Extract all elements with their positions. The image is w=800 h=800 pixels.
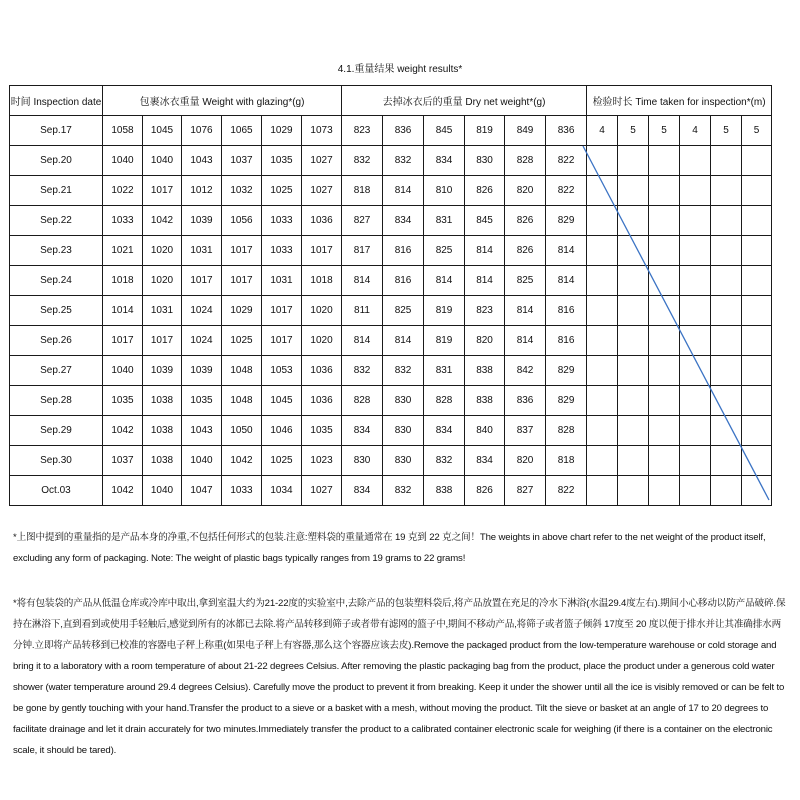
dry-net-weight-header: 去掉冰衣后的重量 Dry net weight*(g) — [342, 86, 587, 116]
empty-time-cell — [711, 206, 742, 236]
empty-time-cell — [680, 266, 711, 296]
net-weight-cell: 820 — [465, 326, 505, 356]
table-body — [10, 116, 772, 506]
empty-time-cell — [649, 386, 680, 416]
empty-time-cell — [618, 416, 649, 446]
glazing-weight-cell: 1031 — [262, 266, 302, 296]
weight-results-table — [9, 85, 772, 506]
net-weight-cell: 826 — [505, 206, 546, 236]
empty-time-cell — [680, 206, 711, 236]
glazing-weight-cell: 1020 — [302, 326, 342, 356]
time-taken-cell: 5 — [742, 116, 772, 146]
empty-time-cell — [711, 266, 742, 296]
glazing-weight-cell: 1073 — [302, 116, 342, 146]
net-weight-cell: 816 — [546, 326, 587, 356]
empty-time-cell — [680, 146, 711, 176]
date-cell: Sep.28 — [10, 386, 103, 416]
glazing-weight-cell: 1024 — [182, 296, 222, 326]
net-weight-cell: 830 — [342, 446, 383, 476]
net-weight-cell: 814 — [342, 326, 383, 356]
net-weight-cell: 819 — [424, 296, 465, 326]
glazing-weight-cell: 1014 — [103, 296, 143, 326]
glazing-weight-cell: 1020 — [143, 266, 182, 296]
net-weight-cell: 819 — [465, 116, 505, 146]
time-taken-cell: 5 — [618, 116, 649, 146]
glazing-weight-cell: 1039 — [182, 206, 222, 236]
glazing-weight-cell: 1076 — [182, 116, 222, 146]
empty-time-cell — [587, 326, 618, 356]
glazing-weight-cell: 1033 — [103, 206, 143, 236]
glazing-weight-cell: 1017 — [143, 326, 182, 356]
empty-time-cell — [680, 476, 711, 506]
empty-time-cell — [618, 206, 649, 236]
empty-time-cell — [711, 326, 742, 356]
glazing-weight-cell: 1065 — [222, 116, 262, 146]
net-weight-cell: 838 — [465, 356, 505, 386]
table-row — [10, 326, 772, 356]
net-weight-cell: 825 — [424, 236, 465, 266]
date-cell: Sep.17 — [10, 116, 103, 146]
weight-note-text: *上图中提到的重量指的是产品本身的净重,不包括任何形式的包装.注意:塑料袋的重量通常在 19 克到 22 克之间！The weights in above chart refer to the net weight of the product itself, excluding any form of packaging. Note: The weight of plastic bags typically ranges from 19 grams to 22 grams! — [13, 532, 766, 564]
net-weight-cell: 832 — [383, 356, 424, 386]
glazing-weight-cell: 1017 — [262, 296, 302, 326]
net-weight-cell: 832 — [383, 146, 424, 176]
empty-time-cell — [649, 296, 680, 326]
net-weight-cell: 817 — [342, 236, 383, 266]
empty-time-cell — [618, 266, 649, 296]
empty-time-cell — [742, 326, 772, 356]
net-weight-cell: 822 — [546, 146, 587, 176]
procedure-note — [13, 593, 789, 761]
glazing-weight-cell: 1038 — [143, 416, 182, 446]
date-cell: Sep.21 — [10, 176, 103, 206]
glazing-weight-cell: 1040 — [143, 146, 182, 176]
glazing-weight-cell: 1033 — [222, 476, 262, 506]
net-weight-cell: 832 — [342, 356, 383, 386]
empty-time-cell — [618, 446, 649, 476]
empty-time-cell — [587, 416, 618, 446]
glazing-weight-cell: 1048 — [222, 356, 262, 386]
glazing-weight-cell: 1035 — [182, 386, 222, 416]
empty-time-cell — [618, 176, 649, 206]
header-row — [10, 86, 772, 116]
date-cell: Sep.23 — [10, 236, 103, 266]
glazing-weight-cell: 1045 — [143, 116, 182, 146]
table-row — [10, 236, 772, 266]
glazing-weight-cell: 1017 — [222, 266, 262, 296]
empty-time-cell — [711, 176, 742, 206]
empty-time-cell — [618, 146, 649, 176]
glazing-weight-cell: 1035 — [302, 416, 342, 446]
net-weight-cell: 814 — [465, 266, 505, 296]
net-weight-cell: 818 — [546, 446, 587, 476]
time-taken-cell: 4 — [587, 116, 618, 146]
net-weight-cell: 816 — [383, 266, 424, 296]
glazing-weight-cell: 1018 — [103, 266, 143, 296]
glazing-weight-cell: 1036 — [302, 386, 342, 416]
table-row — [10, 176, 772, 206]
time-taken-cell: 4 — [680, 116, 711, 146]
procedure-note-text: *将有包装袋的产品从低温仓库或冷库中取出,拿到室温大约为21-22度的实验室中,去除产品的包装塑料袋后,将产品放置在充足的冷水下淋浴(水温29.4度左右).期间小心移动以防产品破碎.保持在淋浴下,直到看到或使用手轻触后,感觉到所有的冰都已去除.将产品转移到筛子或者带有滤网的篮子中,期间不移动产品,将筛子或者篮子倾斜 17度至 20 度以便于排水并让其准确排水两分钟.立即将产品转移到已校准的容器电子秤上称重(如果电子秤上有容器,那么这个容器应该去皮).Remove the packaged product from the low-temperature warehouse or cold storage and bring it to a laboratory with a room temperature of about 21-22 degrees Celsius. After removing the plastic packaging bag from the product, place the product under a generous cold water shower (water temperature around 29.4 degrees Celsius). Carefully move the product to prevent it from breaking. Keep it under the shower until all the ice is visibly removed or can be felt to be gone by gently touching with your hand.Transfer the product to a sieve or a basket with a mesh, without moving the product. Tilt the sieve or basket at an angle of 17 to 20 degrees to facilitate drainage and let it drain accurately for two minutes.Immediately transfer the product to a calibrated container electronic scale for weighing (if there is a container on the electronic scale, it should be tared). — [13, 598, 786, 756]
empty-time-cell — [618, 236, 649, 266]
glazing-weight-cell: 1037 — [222, 146, 262, 176]
empty-time-cell — [742, 386, 772, 416]
net-weight-cell: 828 — [505, 146, 546, 176]
empty-time-cell — [742, 206, 772, 236]
net-weight-cell: 842 — [505, 356, 546, 386]
net-weight-cell: 816 — [383, 236, 424, 266]
net-weight-cell: 829 — [546, 386, 587, 416]
glazing-weight-cell: 1040 — [103, 146, 143, 176]
table-row — [10, 146, 772, 176]
net-weight-cell: 820 — [505, 176, 546, 206]
glazing-weight-cell: 1035 — [262, 146, 302, 176]
glazing-weight-cell: 1025 — [262, 176, 302, 206]
date-cell: Oct.03 — [10, 476, 103, 506]
empty-time-cell — [649, 236, 680, 266]
net-weight-cell: 814 — [546, 236, 587, 266]
empty-time-cell — [649, 326, 680, 356]
time-taken-cell: 5 — [649, 116, 680, 146]
net-weight-cell: 823 — [465, 296, 505, 326]
net-weight-cell: 827 — [342, 206, 383, 236]
glazing-weight-cell: 1042 — [103, 416, 143, 446]
empty-time-cell — [680, 356, 711, 386]
glazing-weight-cell: 1031 — [143, 296, 182, 326]
empty-time-cell — [742, 176, 772, 206]
net-weight-cell: 840 — [465, 416, 505, 446]
date-cell: Sep.25 — [10, 296, 103, 326]
net-weight-cell: 849 — [505, 116, 546, 146]
date-cell: Sep.24 — [10, 266, 103, 296]
net-weight-cell: 834 — [465, 446, 505, 476]
glazing-weight-cell: 1039 — [143, 356, 182, 386]
table-row — [10, 206, 772, 236]
glazing-weight-cell: 1033 — [262, 206, 302, 236]
table-row — [10, 386, 772, 416]
net-weight-cell: 816 — [546, 296, 587, 326]
empty-time-cell — [742, 356, 772, 386]
empty-time-cell — [649, 416, 680, 446]
net-weight-cell: 814 — [465, 236, 505, 266]
glazing-weight-cell: 1043 — [182, 416, 222, 446]
glazing-weight-cell: 1040 — [182, 446, 222, 476]
empty-time-cell — [649, 266, 680, 296]
empty-time-cell — [680, 326, 711, 356]
empty-time-cell — [649, 206, 680, 236]
empty-time-cell — [711, 356, 742, 386]
net-weight-cell: 814 — [424, 266, 465, 296]
empty-time-cell — [618, 476, 649, 506]
glazing-weight-cell: 1042 — [222, 446, 262, 476]
empty-time-cell — [649, 446, 680, 476]
empty-time-cell — [711, 416, 742, 446]
empty-time-cell — [587, 296, 618, 326]
empty-time-cell — [618, 326, 649, 356]
empty-time-cell — [649, 146, 680, 176]
empty-time-cell — [711, 476, 742, 506]
net-weight-cell: 828 — [342, 386, 383, 416]
table-row — [10, 356, 772, 386]
glazing-weight-cell: 1040 — [103, 356, 143, 386]
glazing-weight-cell: 1027 — [302, 176, 342, 206]
net-weight-cell: 827 — [505, 476, 546, 506]
net-weight-cell: 828 — [424, 386, 465, 416]
net-weight-cell: 845 — [424, 116, 465, 146]
table-row — [10, 296, 772, 326]
net-weight-cell: 832 — [383, 476, 424, 506]
glazing-weight-cell: 1020 — [302, 296, 342, 326]
net-weight-cell: 814 — [383, 326, 424, 356]
glazing-weight-cell: 1048 — [222, 386, 262, 416]
weight-with-glazing-header: 包裹冰衣重量 Weight with glazing*(g) — [103, 86, 342, 116]
glazing-weight-cell: 1017 — [222, 236, 262, 266]
empty-time-cell — [587, 146, 618, 176]
glazing-weight-cell: 1027 — [302, 146, 342, 176]
glazing-weight-cell: 1045 — [262, 386, 302, 416]
glazing-weight-cell: 1033 — [262, 236, 302, 266]
net-weight-cell: 829 — [546, 206, 587, 236]
net-weight-cell: 826 — [465, 176, 505, 206]
glazing-weight-cell: 1034 — [262, 476, 302, 506]
glazing-weight-cell: 1029 — [262, 116, 302, 146]
glazing-weight-cell: 1036 — [302, 206, 342, 236]
net-weight-cell: 825 — [505, 266, 546, 296]
empty-time-cell — [711, 296, 742, 326]
empty-time-cell — [742, 446, 772, 476]
empty-time-cell — [587, 176, 618, 206]
empty-time-cell — [680, 386, 711, 416]
net-weight-cell: 845 — [465, 206, 505, 236]
glazing-weight-cell: 1018 — [302, 266, 342, 296]
net-weight-cell: 831 — [424, 356, 465, 386]
glazing-weight-cell: 1017 — [302, 236, 342, 266]
date-cell: Sep.20 — [10, 146, 103, 176]
glazing-weight-cell: 1017 — [143, 176, 182, 206]
glazing-weight-cell: 1023 — [302, 446, 342, 476]
net-weight-cell: 834 — [424, 146, 465, 176]
net-weight-cell: 836 — [505, 386, 546, 416]
net-weight-cell: 838 — [424, 476, 465, 506]
glazing-weight-cell: 1024 — [182, 326, 222, 356]
net-weight-cell: 837 — [505, 416, 546, 446]
net-weight-cell: 814 — [383, 176, 424, 206]
empty-time-cell — [742, 296, 772, 326]
net-weight-cell: 832 — [424, 446, 465, 476]
empty-time-cell — [618, 386, 649, 416]
net-weight-cell: 819 — [424, 326, 465, 356]
glazing-weight-cell: 1031 — [182, 236, 222, 266]
empty-time-cell — [742, 236, 772, 266]
empty-time-cell — [618, 356, 649, 386]
net-weight-cell: 830 — [383, 446, 424, 476]
glazing-weight-cell: 1053 — [262, 356, 302, 386]
net-weight-cell: 822 — [546, 476, 587, 506]
empty-time-cell — [680, 296, 711, 326]
empty-time-cell — [587, 236, 618, 266]
net-weight-cell: 810 — [424, 176, 465, 206]
empty-time-cell — [587, 476, 618, 506]
date-cell: Sep.22 — [10, 206, 103, 236]
glazing-weight-cell: 1025 — [262, 446, 302, 476]
empty-time-cell — [711, 386, 742, 416]
net-weight-cell: 831 — [424, 206, 465, 236]
glazing-weight-cell: 1043 — [182, 146, 222, 176]
glazing-weight-cell: 1047 — [182, 476, 222, 506]
weight-note — [13, 527, 789, 569]
net-weight-cell: 834 — [342, 476, 383, 506]
net-weight-cell: 834 — [342, 416, 383, 446]
glazing-weight-cell: 1017 — [182, 266, 222, 296]
table-row — [10, 416, 772, 446]
glazing-weight-cell: 1042 — [143, 206, 182, 236]
date-cell: Sep.26 — [10, 326, 103, 356]
net-weight-cell: 836 — [383, 116, 424, 146]
net-weight-cell: 830 — [383, 386, 424, 416]
empty-time-cell — [711, 446, 742, 476]
empty-time-cell — [587, 356, 618, 386]
time-taken-header: 检验时长 Time taken for inspection*(m) — [587, 86, 772, 116]
net-weight-cell: 825 — [383, 296, 424, 326]
empty-time-cell — [618, 296, 649, 326]
empty-time-cell — [649, 356, 680, 386]
net-weight-cell: 832 — [342, 146, 383, 176]
net-weight-cell: 811 — [342, 296, 383, 326]
glazing-weight-cell: 1040 — [143, 476, 182, 506]
empty-time-cell — [680, 176, 711, 206]
net-weight-cell: 830 — [383, 416, 424, 446]
table-title: 4.1.重量结果 weight results* — [337, 64, 463, 75]
net-weight-cell: 826 — [465, 476, 505, 506]
inspection-date-header: 时间 Inspection date — [10, 86, 103, 116]
net-weight-cell: 838 — [465, 386, 505, 416]
net-weight-cell: 818 — [342, 176, 383, 206]
table-row — [10, 266, 772, 296]
glazing-weight-cell: 1058 — [103, 116, 143, 146]
net-weight-cell: 830 — [465, 146, 505, 176]
net-weight-cell: 814 — [546, 266, 587, 296]
glazing-weight-cell: 1039 — [182, 356, 222, 386]
empty-time-cell — [711, 236, 742, 266]
table-row — [10, 446, 772, 476]
glazing-weight-cell: 1029 — [222, 296, 262, 326]
glazing-weight-cell: 1050 — [222, 416, 262, 446]
table-row — [10, 116, 772, 146]
date-cell: Sep.30 — [10, 446, 103, 476]
net-weight-cell: 829 — [546, 356, 587, 386]
net-weight-cell: 836 — [546, 116, 587, 146]
net-weight-cell: 814 — [342, 266, 383, 296]
net-weight-cell: 826 — [505, 236, 546, 266]
glazing-weight-cell: 1036 — [302, 356, 342, 386]
empty-time-cell — [680, 236, 711, 266]
empty-time-cell — [680, 416, 711, 446]
glazing-weight-cell: 1037 — [103, 446, 143, 476]
glazing-weight-cell: 1046 — [262, 416, 302, 446]
glazing-weight-cell: 1042 — [103, 476, 143, 506]
net-weight-cell: 834 — [383, 206, 424, 236]
glazing-weight-cell: 1017 — [103, 326, 143, 356]
net-weight-cell: 814 — [505, 326, 546, 356]
glazing-weight-cell: 1056 — [222, 206, 262, 236]
net-weight-cell: 814 — [505, 296, 546, 326]
glazing-weight-cell: 1027 — [302, 476, 342, 506]
date-cell: Sep.29 — [10, 416, 103, 446]
empty-time-cell — [711, 146, 742, 176]
glazing-weight-cell: 1038 — [143, 386, 182, 416]
empty-time-cell — [587, 386, 618, 416]
glazing-weight-cell: 1035 — [103, 386, 143, 416]
empty-time-cell — [742, 266, 772, 296]
net-weight-cell: 822 — [546, 176, 587, 206]
net-weight-cell: 820 — [505, 446, 546, 476]
net-weight-cell: 834 — [424, 416, 465, 446]
empty-time-cell — [649, 176, 680, 206]
net-weight-cell: 823 — [342, 116, 383, 146]
empty-time-cell — [587, 446, 618, 476]
empty-time-cell — [587, 266, 618, 296]
empty-time-cell — [742, 146, 772, 176]
net-weight-cell: 828 — [546, 416, 587, 446]
glazing-weight-cell: 1021 — [103, 236, 143, 266]
glazing-weight-cell: 1020 — [143, 236, 182, 266]
glazing-weight-cell: 1022 — [103, 176, 143, 206]
table-row — [10, 476, 772, 506]
empty-time-cell — [742, 416, 772, 446]
time-taken-cell: 5 — [711, 116, 742, 146]
date-cell: Sep.27 — [10, 356, 103, 386]
empty-time-cell — [587, 206, 618, 236]
empty-time-cell — [649, 476, 680, 506]
glazing-weight-cell: 1012 — [182, 176, 222, 206]
glazing-weight-cell: 1038 — [143, 446, 182, 476]
empty-time-cell — [742, 476, 772, 506]
glazing-weight-cell: 1032 — [222, 176, 262, 206]
glazing-weight-cell: 1017 — [262, 326, 302, 356]
empty-time-cell — [680, 446, 711, 476]
glazing-weight-cell: 1025 — [222, 326, 262, 356]
